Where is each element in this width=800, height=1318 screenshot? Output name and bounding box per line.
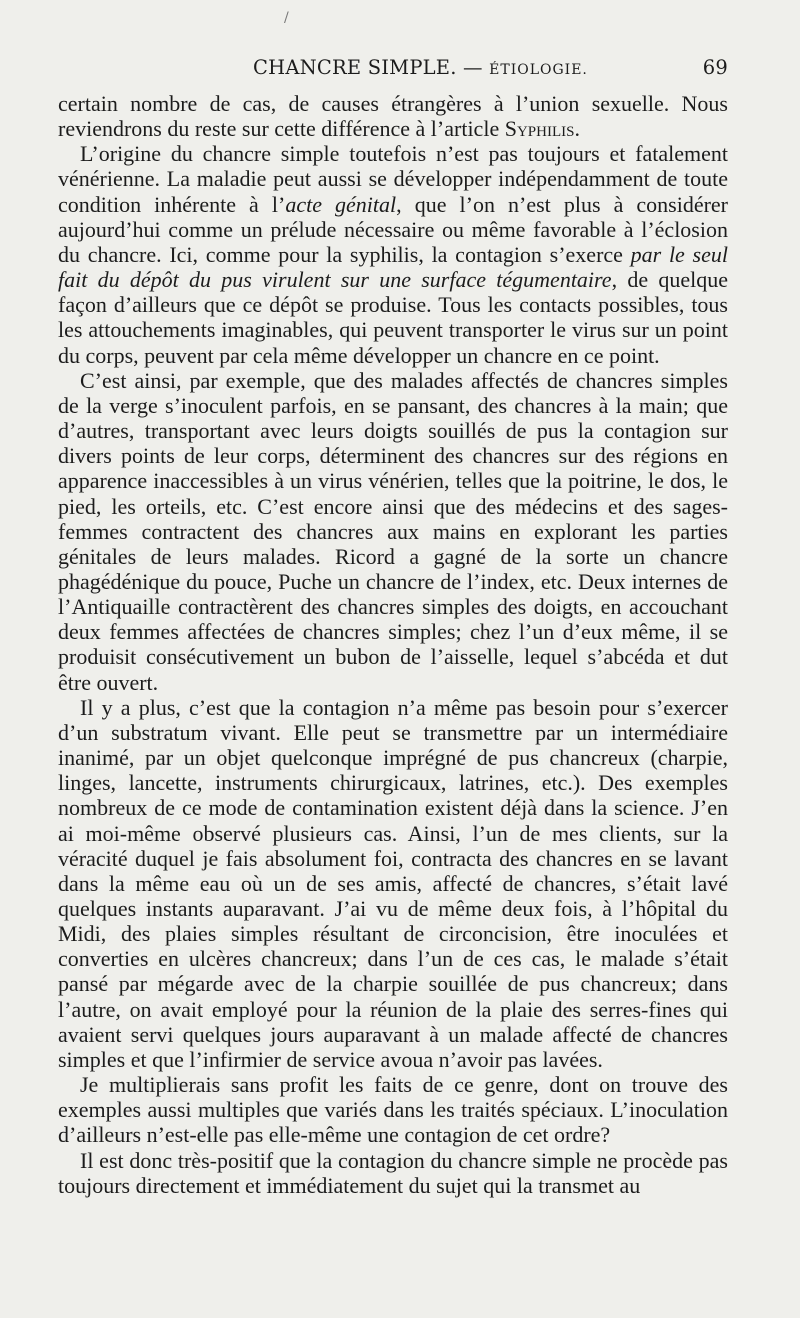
paragraph — [58, 141, 728, 367]
text-run: Il est donc très-positif que la contagion du chancre simple ne procède pas toujours directement et immédiatement du sujet qui la transmet au — [58, 1147, 728, 1198]
text-run: , que l’on n’est plus à considérer aujourd’hui comme un prélude nécessaire ou même favorable à l’éclosion du chancre. Ici, comme pour la syphilis, la contagion s’exerce — [58, 191, 729, 267]
italic-text: acte génital — [285, 191, 397, 217]
paragraph — [58, 1148, 728, 1198]
paragraph — [58, 695, 728, 1072]
text-run: Je multiplierais sans profit les faits de ce genre, dont on trouve des exemples aussi multiples que variés dans les traités spéciaux. L’inoculation d’ailleurs n’est-elle pas elle-même une contagion de cet ordre? — [58, 1072, 728, 1148]
running-head-section: ÉTIOLOGIE. — [489, 62, 588, 78]
text-run: Il y a plus, c’est que la contagion n’a même pas besoin pour s’exercer d’un substratum vivant. Elle peut se transmettre par un intermédiaire inanimé, par un objet quelconque imprégné de pus chancreux (charpie, linges, lancette, instruments chirurgicaux, latrines, etc.). Des exemples nombreux de ce mode de contamination existent déjà dans la science. J’en ai moi-même observé plusieurs cas. Ainsi, l’un de mes clients, sur la véracité duquel je fais absolument foi, contracta des chancres en se lavant dans la même eau où un de ses amis, affecté de chancres, s’était lavé quelques instants auparavant. J’ai vu de même deux fois, à l’hôpital du Midi, des plaies simples résultant de circoncision, être inoculées et converties en ulcères chancreux; dans l’un de ces cas, le malade s’était pansé par mégarde avec de la charpie souillée de pus chancreux; dans l’autre, on avait employé pour la réunion de la plaie des serres-fines qui avaient servi quelques jours auparavant à un malade affecté de chancres simples et que l’infirmier de service avoua n’avoir pas lavées. — [58, 694, 728, 1072]
paragraph — [58, 368, 728, 695]
running-head — [58, 56, 728, 86]
small-caps-text: Syphilis — [504, 116, 575, 142]
paragraph — [58, 1072, 728, 1147]
text-run: L’origine du chancre simple toutefois n’est pas toujours et fatalement vénérienne. La maladie peut aussi se développer indépendamment de toute condition inhérente à l’ — [58, 141, 728, 217]
paragraph — [58, 91, 728, 141]
text-run: , de quelque façon d’ailleurs que ce dépôt se produise. Tous les contacts possibles, tous les attouchements imaginables, qui peuvent transporter le virus sur un point du corps, peuvent par cela même développer un chancre en ce point. — [58, 267, 729, 368]
running-head-title — [253, 56, 588, 79]
text-run: certain nombre de cas, de causes étrangères à l’union sexuelle. Nous reviendrons du reste sur cette différence à l’article — [58, 91, 728, 142]
text-run: . — [574, 116, 580, 142]
body-text — [58, 91, 728, 1198]
running-head-chapter: CHANCRE SIMPLE. — — [253, 56, 490, 79]
top-pen-mark: / — [284, 10, 289, 26]
page-number: 69 — [702, 56, 728, 79]
text-run: C’est ainsi, par exemple, que des malades affectés de chancres simples de la verge s’inoculent parfois, en se pansant, des chancres à la main; que d’autres, transportant avec leurs doigts souillés de pus la contagion sur divers points de leur corps, déterminent des chancres sur des régions en apparence inaccessibles à un virus vénérien, telles que la poitrine, le dos, le pied, les orteils, etc. C’est encore ainsi que des médecins et des sages-femmes contractent des chancres aux mains en explorant les parties génitales de leurs malades. Ricord a gagné de la sorte un chancre phagédénique du pouce, Puche un chancre de l’index, etc. Deux internes de l’Antiquaille contractèrent des chancres simples des doigts, en accouchant deux femmes affectées de chancres simples; chez l’un d’eux même, il se produisit consécutivement un bubon de l’aisselle, lequel s’abcéda et dut être ouvert. — [58, 367, 728, 695]
italic-text: par le seul fait du dépôt du pus virulent sur une surface tégumentaire — [58, 241, 728, 293]
